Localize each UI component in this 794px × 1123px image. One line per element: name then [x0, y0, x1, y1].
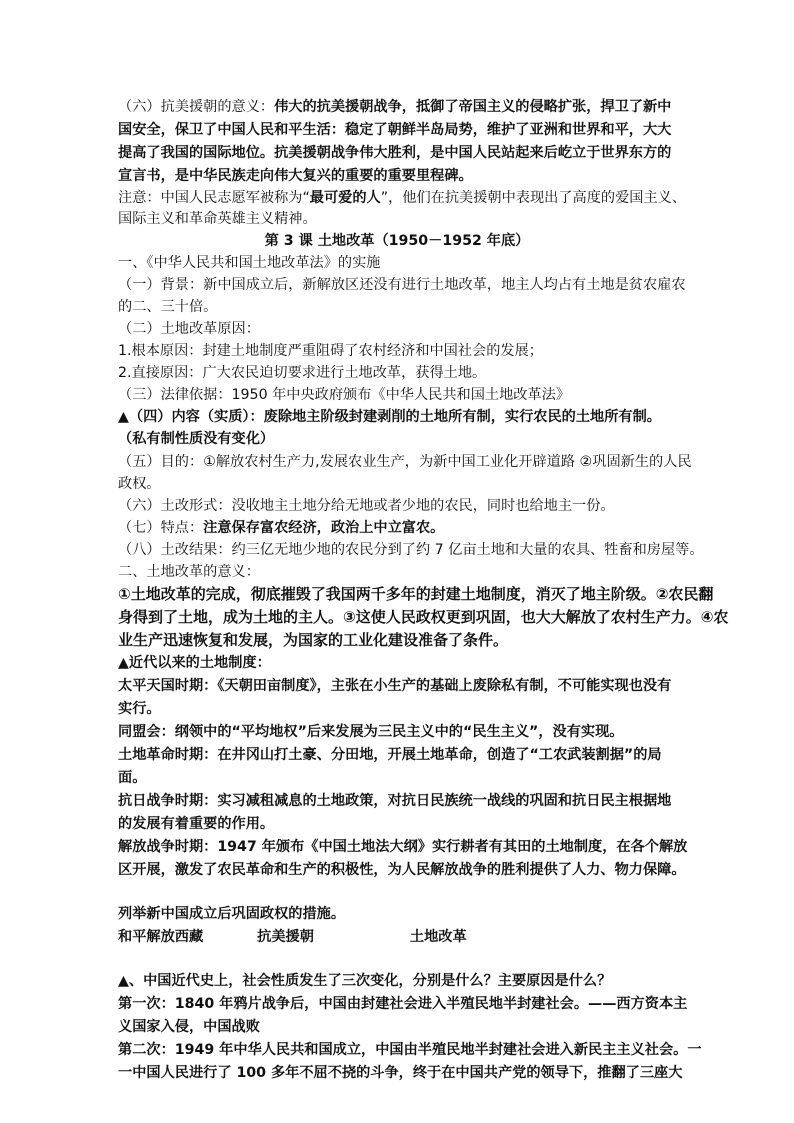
text-line: 国际主义和革命英雄主义精神。 — [118, 211, 317, 227]
line-bold-text: 最可爱的人 — [309, 190, 381, 206]
text-line — [118, 187, 686, 209]
text-line: （五）目的：①解放农村生产力,发展农业生产，为新中国工业化开辟道路 ②巩固新生的人民 — [118, 454, 692, 470]
text-line — [118, 517, 444, 539]
text-line: 解放战争时期：1947 年颁布《中国土地法大纲》实行耕者有其田的土地制度，在各个解放 — [118, 839, 688, 855]
question-heading: 列举新中国成立后巩固政权的措施。 — [118, 906, 346, 922]
text-line: 身得到了土地，成为土地的主人。③这使人民政权更到巩固，也大大解放了农村生产力。④农 — [118, 608, 729, 626]
line-text: 注意：中国人民志愿军被称为“ — [118, 190, 310, 206]
text-line: 一中国人民进行了 100 多年不屈不挠的斗争，终于在中国共产党的领导下，推翻了三座大 — [118, 1065, 683, 1081]
text-line: ①土地改革的完成，彻底摧毁了我国两千多年的封建土地制度，消灭了地主阶级。②农民翻 — [118, 585, 714, 603]
text-line: 的发展有着重要的作用。 — [118, 816, 275, 832]
text-line — [118, 96, 671, 118]
section-heading: 二、土地改革的意义： — [118, 564, 260, 580]
line-bold-text: 注意保存富农经济，政治上中立富农。 — [203, 520, 445, 536]
text-line: 业生产迅速恢复和发展，为国家的工业化建设准备了条件。 — [118, 631, 509, 649]
lesson-title: 第 3 课 土地改革（1950－1952 年底） — [264, 233, 530, 249]
text-line: 土地革命时期：在井冈山打土豪、分田地，开展土地革命，创造了“工农武装割据”的局 — [118, 747, 662, 763]
text-line: ▲近代以来的土地制度： — [118, 655, 271, 671]
text-line: 同盟会：纲领中的“平均地权”后来发展为三民主义中的“民生主义”，没有实现。 — [118, 724, 624, 740]
text-line: 第二次：1949 年中华人民共和国成立，中国由半殖民地半封建社会进入新民主主义社会。一 — [118, 1042, 702, 1058]
text-line: （私有制性质没有变化） — [118, 431, 275, 447]
text-line: 实行。 — [118, 701, 161, 717]
text-line: 区开展，激发了农民革命和生产的积极性，为人民解放战争的胜利提供了人力、物力保障。 — [118, 862, 686, 878]
text-line: 国安全，保卫了中国人民和平生活：稳定了朝鲜半岛局势，维护了亚洲和世界和平，大大 — [118, 122, 672, 138]
text-line: 的二、三十倍。 — [118, 299, 218, 315]
text-line: 1.根本原因：封建土地制度严重阻碍了农村经济和中国社会的发展； — [118, 343, 543, 359]
line-text: （六）抗美援朝的意义： — [118, 99, 275, 115]
text-line: 太平天国时期：《天朝田亩制度》，主张在小生产的基础上废除私有制，不可能实现也没有 — [118, 678, 672, 694]
line-text: （七）特点： — [118, 520, 204, 536]
answer-list — [118, 926, 467, 948]
text-line: 政权。 — [118, 476, 161, 492]
text-line: （二）土地改革原因： — [118, 321, 260, 337]
answer-item: 抗美援朝 — [257, 929, 314, 945]
section-heading: 一、《中华人民共和国土地改革法》的实施 — [118, 255, 381, 271]
text-line: 2.直接原因：广大农民迫切要求进行土地改革，获得土地。 — [118, 365, 487, 381]
text-line: 义国家入侵，中国战败 — [118, 1019, 260, 1035]
text-line: 抗日战争时期：实习减租减息的土地政策，对抗日民族统一战线的巩固和抗日民主根据地 — [118, 793, 672, 809]
text-line: 提高了我国的国际地位。抗美援朝战争伟大胜利，是中国人民站起来后屹立于世界东方的 — [118, 145, 672, 161]
text-line: （六）土改形式：没收地主土地分给无地或者少地的农民，同时也给地主一份。 — [118, 498, 615, 514]
text-line: （八）土改结果：约三亿无地少地的农民分到了约 7 亿亩土地和大量的农具、牲畜和房屋等。 — [118, 542, 704, 558]
line-bold-text: 伟大的抗美援朝战争，抵御了帝国主义的侵略扩张，捍卫了新中 — [274, 99, 672, 115]
answer-item: 和平解放西藏 — [118, 929, 204, 945]
text-line: 第一次：1840 年鸦片战争后，中国由封建社会进入半殖民地半封建社会。——西方资本主 — [118, 996, 688, 1012]
question-heading: ▲、中国近代史上，社会性质发生了三次变化，分别是什么？主要原因是什么？ — [118, 973, 612, 989]
text-line: 面。 — [118, 770, 147, 786]
line-text: ”，他们在抗美援朝中表现出了高度的爱国主义、 — [380, 190, 687, 206]
text-line: ▲（四）内容（实质）：废除地主阶级封建剥削的土地所有制，实行农民的土地所有制。 — [118, 409, 661, 425]
answer-item: 土地改革 — [409, 929, 467, 945]
text-line: 宣言书，是中华民族走向伟大复兴的重要的重要里程碑。 — [118, 168, 473, 184]
text-line: （三）法律依据：1950 年中央政府颁布《中华人民共和国土地改革法》 — [118, 387, 571, 403]
text-line: （一）背景：新中国成立后，新解放区还没有进行土地改革，地主人均占有土地是贫农雇农 — [118, 277, 686, 293]
